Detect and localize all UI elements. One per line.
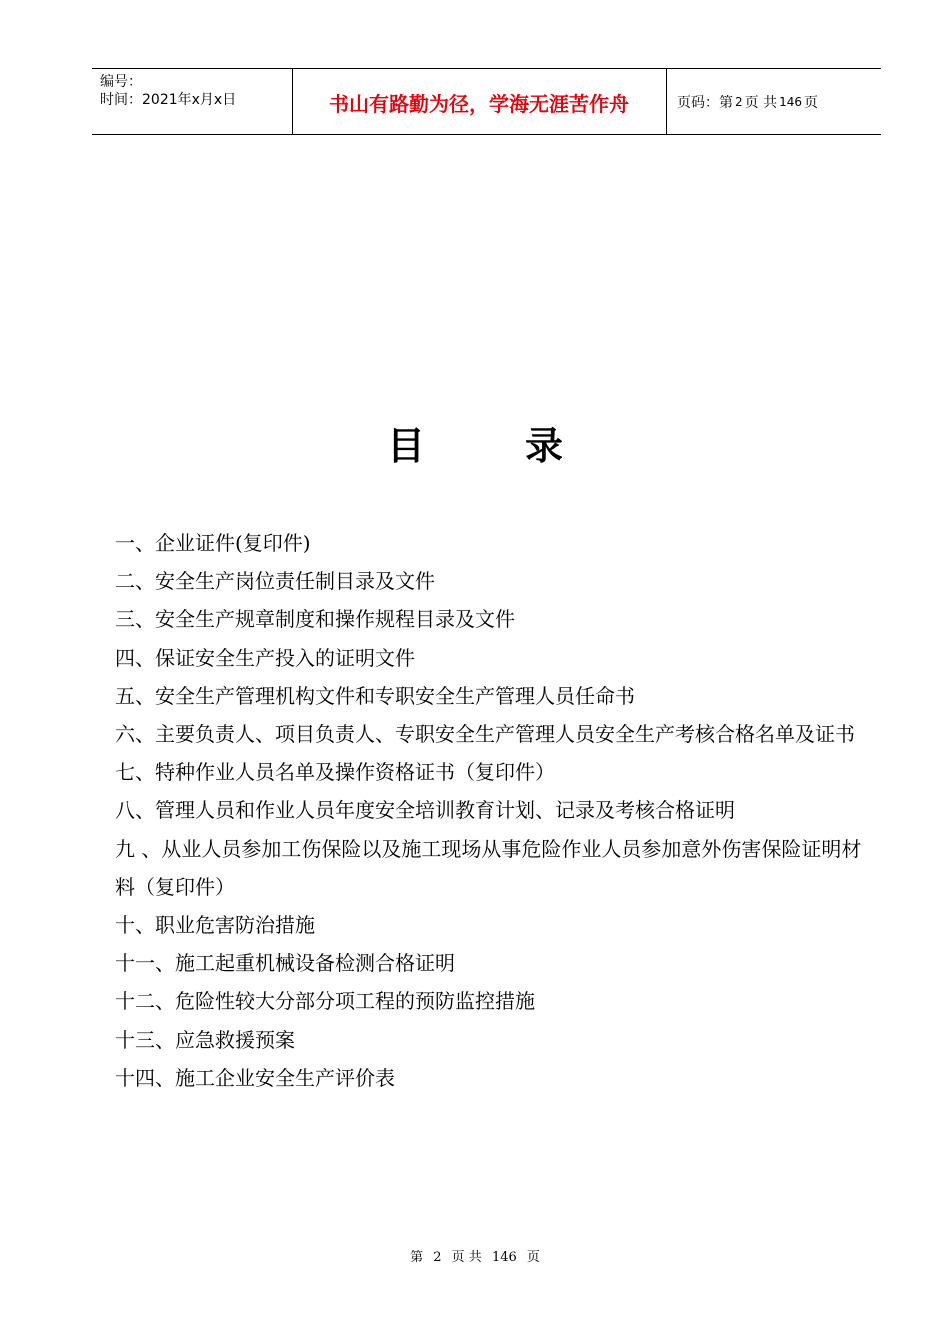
page-footer xyxy=(0,1246,950,1265)
time-label: 时间：2021年x月x日 xyxy=(100,92,237,108)
toc-item: 一、企业证件(复印件) xyxy=(115,531,311,555)
toc-item: 十、职业危害防治措施 xyxy=(115,913,315,938)
header-motto: 书山有路勤为径，学海无涯苦作舟 xyxy=(329,91,629,116)
toc-item: 十四、施工企业安全生产评价表 xyxy=(115,1065,395,1090)
footer-suffix: 页 xyxy=(526,1250,540,1265)
page-number: 2 xyxy=(735,95,743,109)
toc-item: 五、安全生产管理机构文件和专职安全生产管理人员任命书 xyxy=(115,683,635,708)
page-suffix: 页 xyxy=(804,95,818,111)
header-meta xyxy=(100,73,236,109)
serial-label: 编号： xyxy=(100,74,142,90)
toc-item: 三、安全生产规章制度和操作规程目录及文件 xyxy=(115,607,515,632)
page-prefix: 页码：第 xyxy=(677,95,733,111)
toc-item: 四、保证安全生产投入的证明文件 xyxy=(115,645,415,670)
page-header xyxy=(92,68,881,135)
header-page-info xyxy=(667,69,881,135)
footer-middle: 页 共 xyxy=(451,1250,482,1265)
toc-item: 九 、从业人员参加工伤保险以及施工现场从事危险作业人员参加意外伤害保险证明材料（复印件） xyxy=(115,836,862,899)
page-middle: 页 共 xyxy=(744,95,778,111)
page-title: 目录 xyxy=(386,424,663,468)
footer-prefix: 第 xyxy=(410,1250,424,1265)
table-of-contents xyxy=(115,524,875,1097)
toc-item: 十一、施工起重机械设备检测合格证明 xyxy=(115,951,455,976)
toc-item: 二、安全生产岗位责任制目录及文件 xyxy=(115,569,435,594)
toc-item: 七、特种作业人员名单及操作资格证书（复印件） xyxy=(115,760,555,785)
toc-item: 十二、危险性较大分部分项工程的预防监控措施 xyxy=(115,989,535,1014)
toc-item: 六、主要负责人、项目负责人、专职安全生产管理人员安全生产考核合格名单及证书 xyxy=(115,722,855,747)
footer-total: 146 xyxy=(491,1250,517,1265)
toc-item: 十三、应急救援预案 xyxy=(115,1027,295,1052)
page-total: 146 xyxy=(779,95,802,109)
toc-item: 八、管理人员和作业人员年度安全培训教育计划、记录及考核合格证明 xyxy=(115,798,735,823)
footer-page: 2 xyxy=(433,1250,442,1265)
